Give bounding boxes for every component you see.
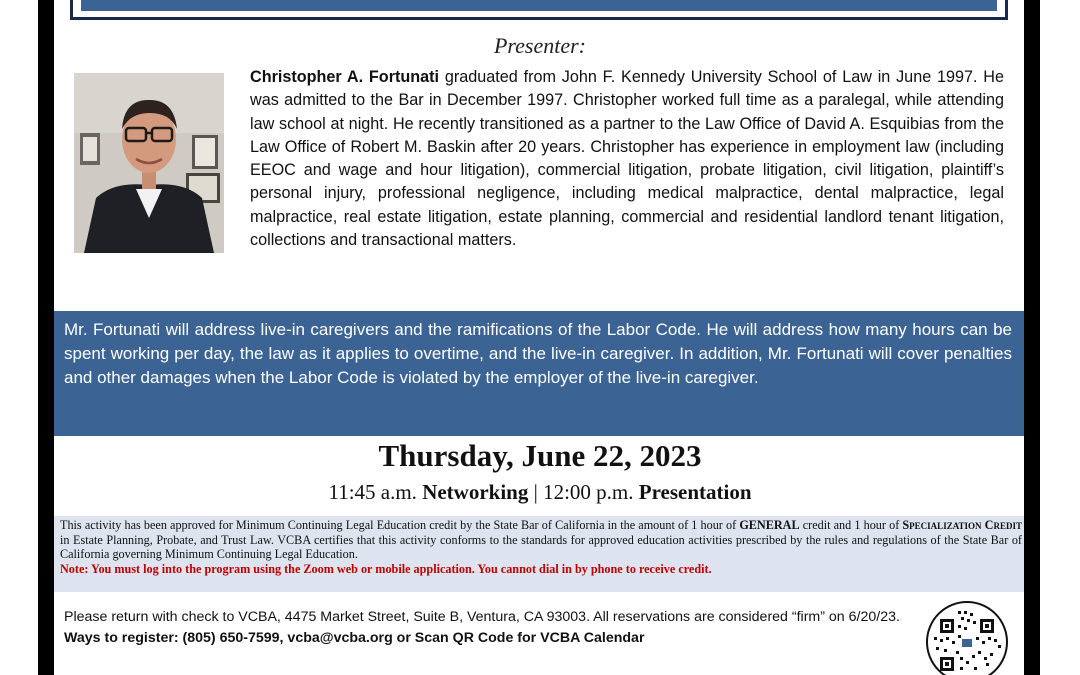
presenter-label: Presenter: [493,33,587,58]
time-separator: | [533,480,538,504]
mcle-part3: in Estate Planning, Probate, and Trust Law. VCBA certifies that this activity conforms to the standards for approved education activities prescribed by the rules and regulations of the State Bar of California governing Minimum Continuing Legal Education. [60,532,1022,562]
registration-ways: Ways to register: (805) 650-7599, vcba@vcba.org or Scan QR Code for VCBA Calendar [64,630,645,646]
mcle-part1: This activity has been approved for Minimum Continuing Legal Education credit by the State Bar of California in the amount of 1 hour of [60,518,740,532]
title-banner-fill [81,0,997,11]
event-times [0,480,1080,505]
mcle-specialization: Specialization Credit [902,518,1022,532]
presenter-name: Christopher A. Fortunati [250,68,440,86]
photo-spacer [74,66,250,252]
registration-info [64,607,914,649]
presentation-time: 12:00 p.m. [543,480,634,504]
qr-code[interactable] [926,601,1008,675]
mcle-credit-text [60,518,1022,576]
networking-time: 11:45 a.m. [328,480,417,504]
mcle-note: Note: You must log into the program using the Zoom web or mobile application. You cannot dial in by phone to receive credit. [60,561,712,576]
mcle-general: GENERAL [739,518,800,532]
mcle-part2: credit and 1 hour of [799,518,903,532]
networking-label: Networking [422,480,529,504]
bio-text: graduated from John F. Kennedy University School of Law in June 1997. He was admitted to the Bar in December 1997. Christopher worked full time as a paralegal, while attending law school at night. He recently transitioned as a partner to the Law Office of David A. Esquibias from the Law Office of Robert M. Baskin after 20 years. Christopher has experience in employment law (including EEOC and wage and hour litigation), commercial litigation, probate litigation, civil litigation, plaintiff’s personal injury, professional negligence, including medical malpractice, dental malpractice, legal malpractice, real estate litigation, estate planning, commercial and residential landlord tenant litigation, collections and transactional matters. [250,68,1004,250]
title-banner [70,0,1008,20]
event-date: Thursday, June 22, 2023 [378,438,702,473]
presentation-label: Presentation [638,480,752,504]
right-frame-border [1024,0,1040,675]
left-frame-border [38,0,54,675]
registration-text: Please return with check to VCBA, 4475 Market Street, Suite B, Ventura, CA 93003. All reservations are considered “firm” on 6/20/23. [64,609,900,625]
presenter-bio [74,66,1004,252]
topic-description: Mr. Fortunati will address live-in caregivers and the ramifications of the Labor Code. He will address how many hours can be spent working per day, the law as it applies to overtime, and the live-in caregiver. In addition, Mr. Fortunati will cover penalties and other damages when the Labor Code is violated by the employer of the live-in caregiver. [64,320,1012,387]
